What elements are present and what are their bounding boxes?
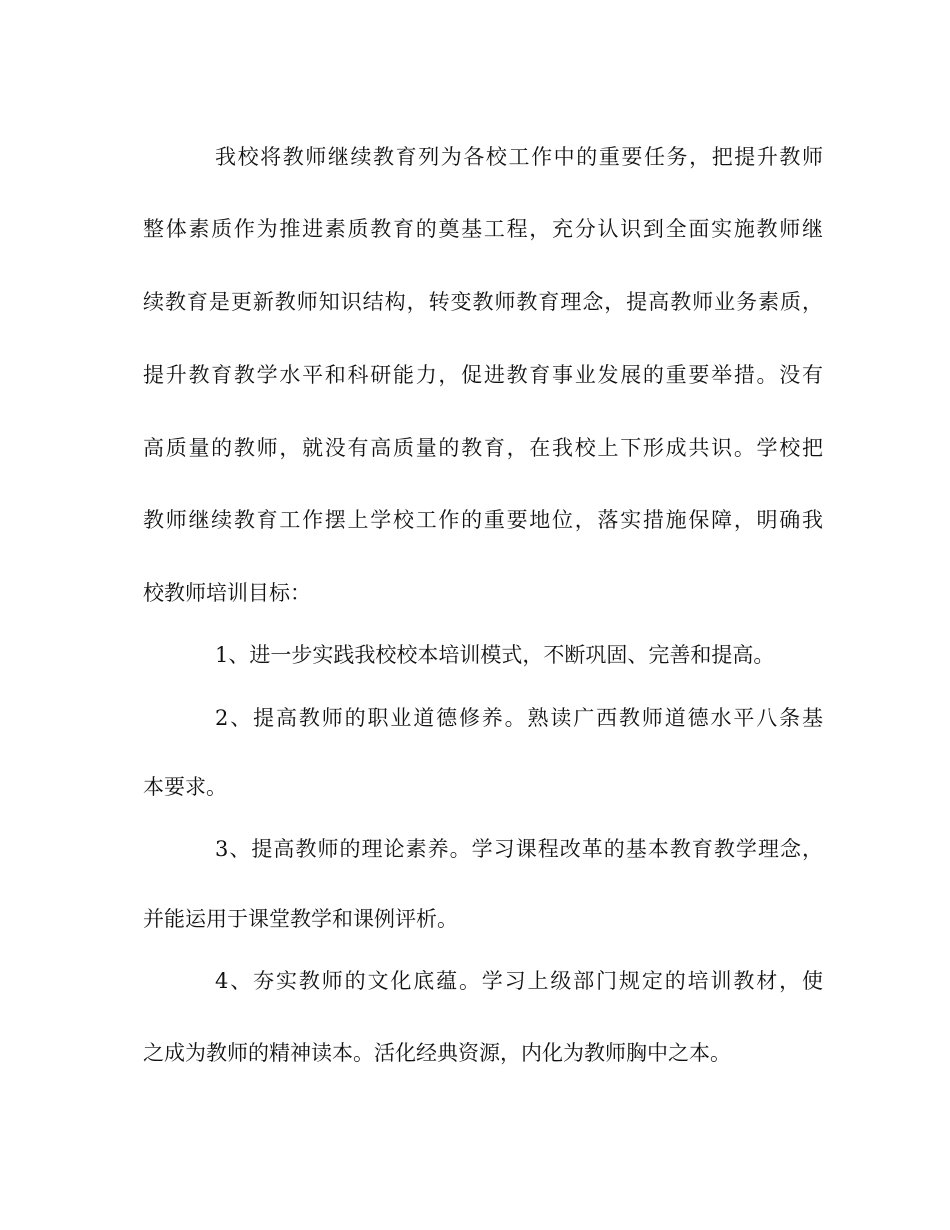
goal-3-line-2: 并能运用于课堂教学和课例评析。 (143, 907, 458, 931)
goal-4-line-2: 之成为教师的精神读本。活化经典资源，内化为教师胸中之本。 (143, 1041, 731, 1065)
goal-2-line-1: 2、提高教师的职业道德修养。熟读广西教师道德水平八条基 (215, 706, 823, 730)
intro-line-4: 提升教育教学水平和科研能力，促进教育事业发展的重要举措。没有 (143, 363, 823, 387)
intro-line-3: 续教育是更新教师知识结构，转变教师教育理念，提高教师业务素质， (143, 290, 823, 314)
intro-line-6: 教师继续教育工作摆上学校工作的重要地位，落实措施保障，明确我 (143, 508, 823, 532)
goal-3-line-1: 3、提高教师的理论素养。学习课程改革的基本教育教学理念， (215, 837, 823, 861)
intro-line-5: 高质量的教师，就没有高质量的教育，在我校上下形成共识。学校把 (143, 436, 823, 460)
goal-1-line-1: 1、进一步实践我校校本培训模式，不断巩固、完善和提高。 (215, 643, 775, 667)
goal-2-line-2: 本要求。 (143, 775, 227, 799)
intro-line-2: 整体素质作为推进素质教育的奠基工程，充分认识到全面实施教师继 (143, 217, 823, 241)
intro-line-7: 校教师培训目标： (143, 581, 311, 605)
goal-4-line-1: 4、夯实教师的文化底蕴。学习上级部门规定的培训教材，使 (215, 969, 823, 993)
intro-line-1: 我校将教师继续教育列为各校工作中的重要任务，把提升教师 (215, 145, 823, 169)
